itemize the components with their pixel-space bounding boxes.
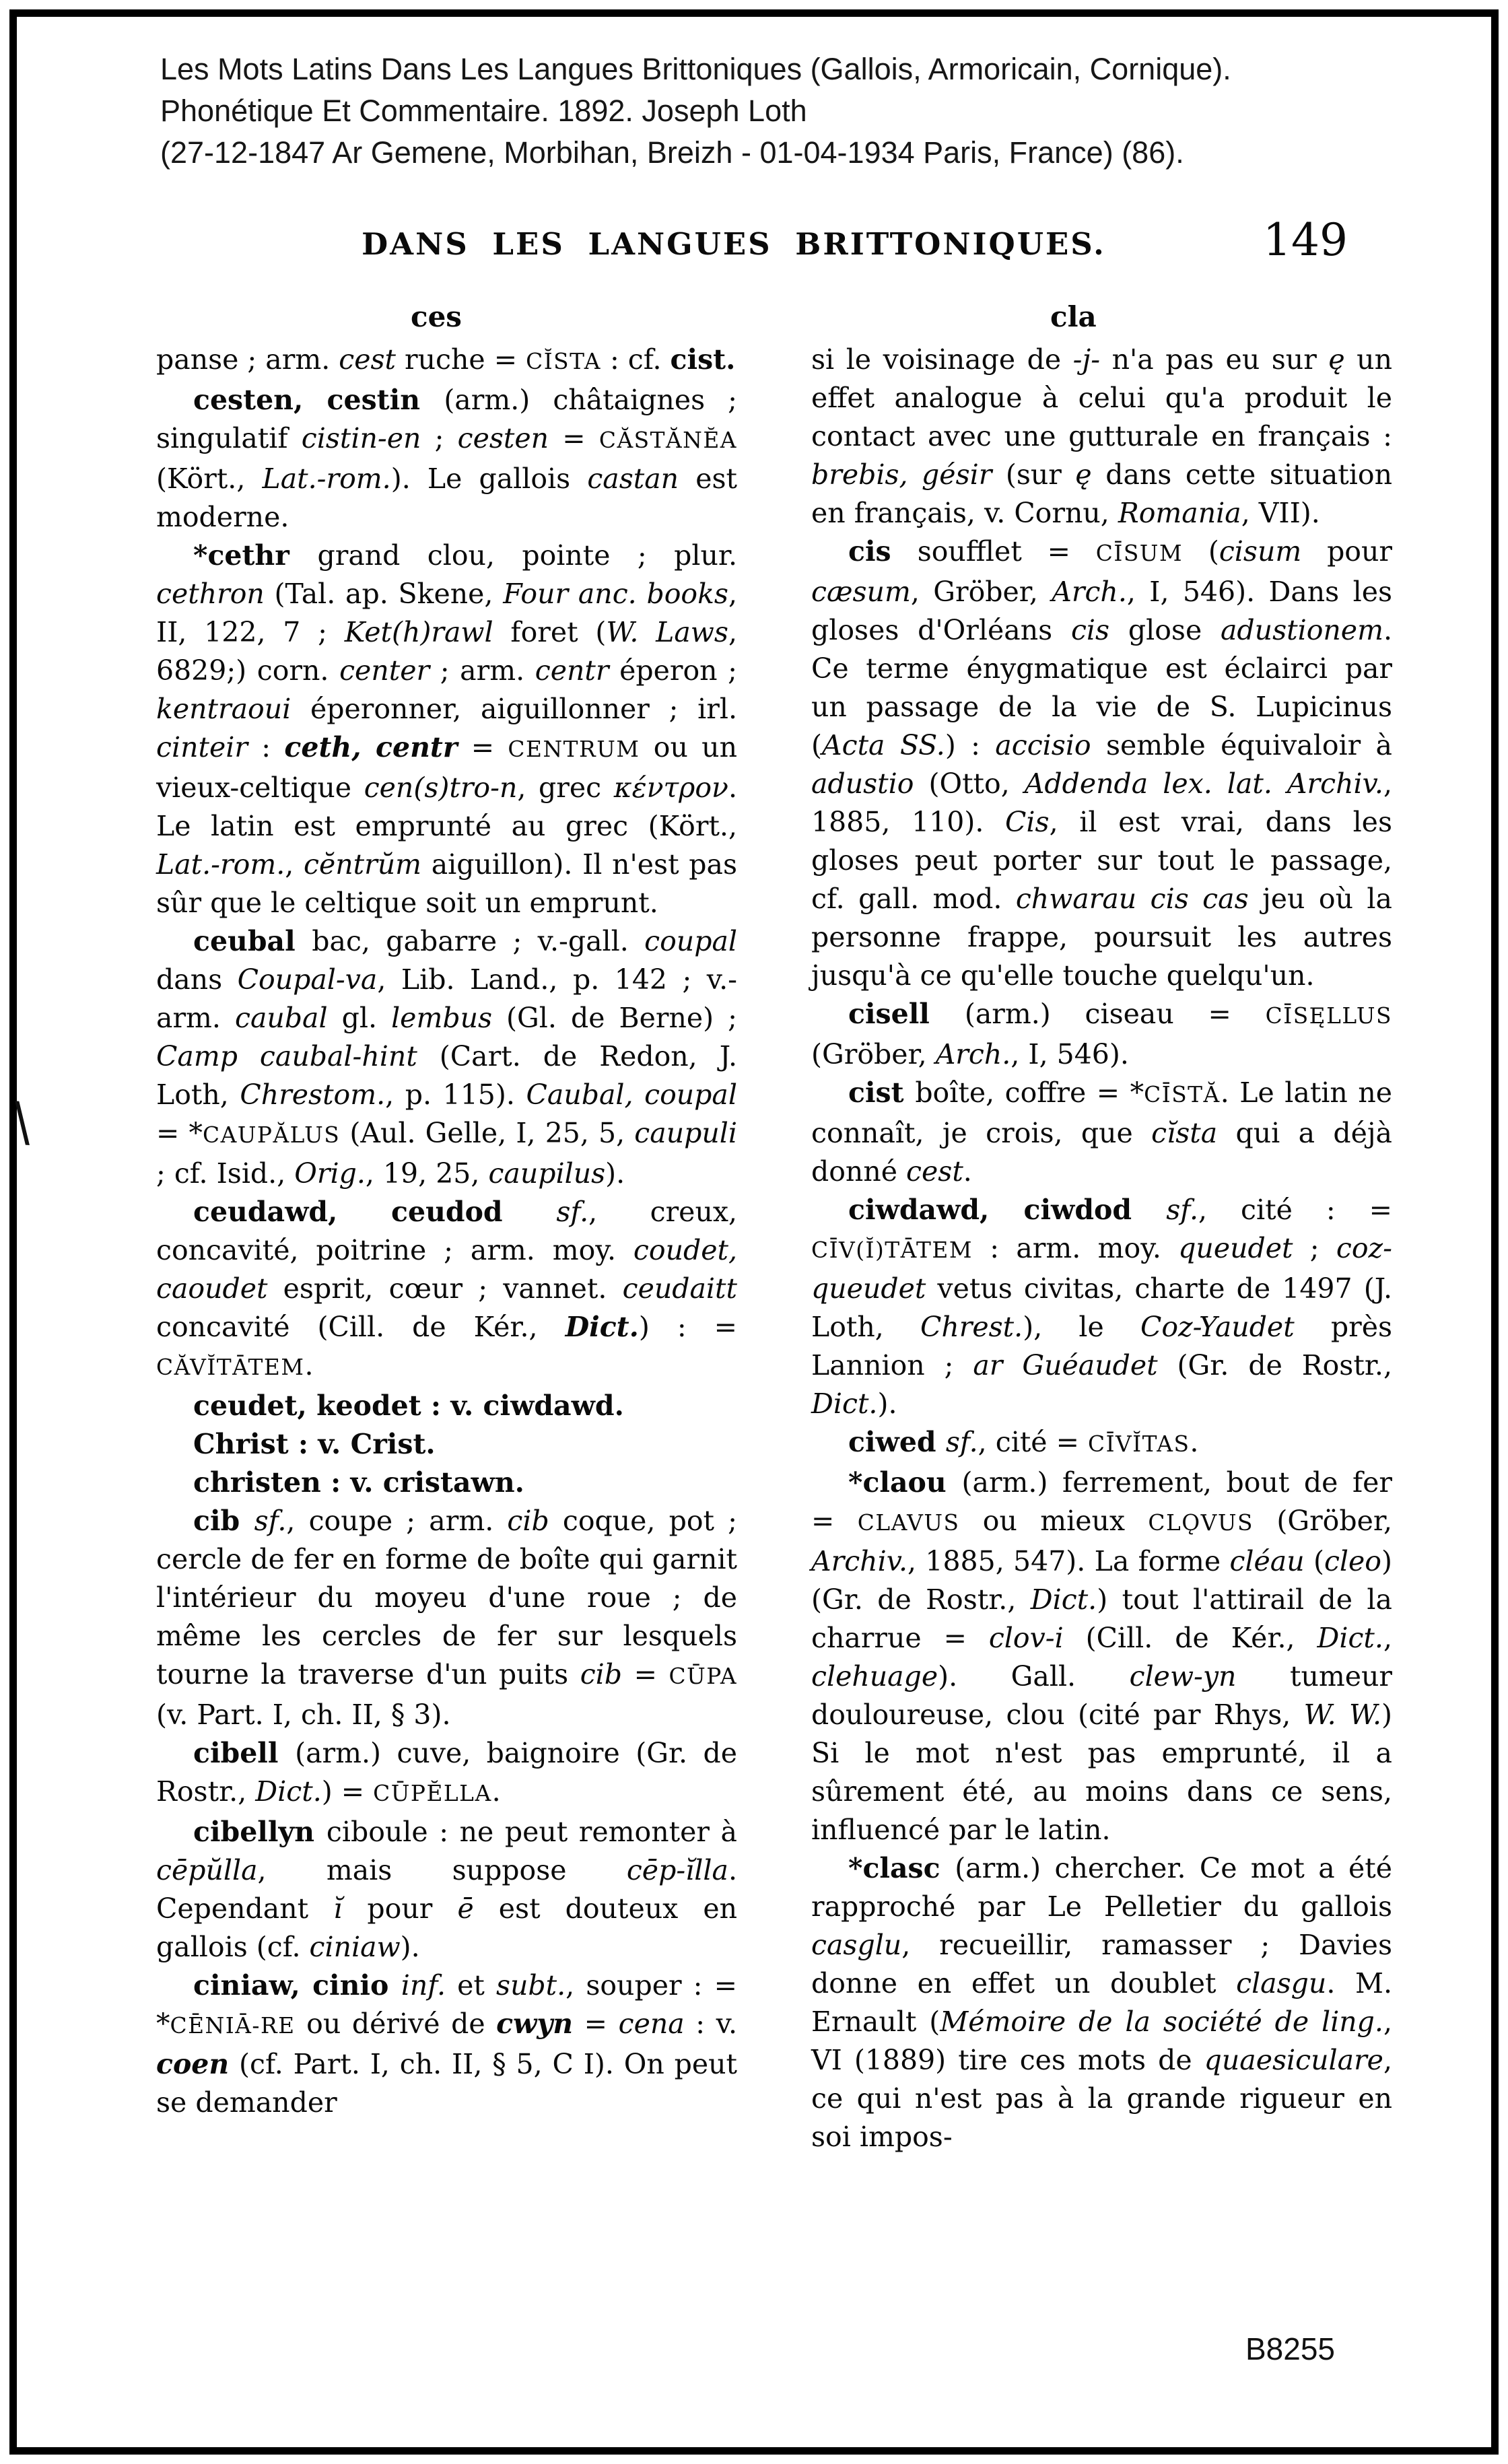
dictionary-paragraph: ciwdawd, ciwdod sf., cité : = CĪV(Ĭ)TĀTEM : arm. moy. queudet ; coz-queudet vetus civitas, charte de 1497 (J. Loth, Chrest.), le Coz-Yaudet près Lannion ; ar Guéaudet (Gr. de Rostr., Dict.). <box>811 1194 1393 1420</box>
dictionary-column-right <box>811 341 1392 2156</box>
dictionary-paragraph: *clasc (arm.) chercher. Ce mot a été rapproché par Le Pelletier du gallois casglu, recueillir, ramasser ; Davies donne en effet un doublet clasgu. M. Ernault (Mémoire de la société de ling., VI (1889) tire ces mots de quaesiculare, ce qui n'est pas à la grande rigueur en soi impos- <box>811 1852 1393 2153</box>
page-number: 149 <box>1263 214 1348 266</box>
margin-mark: \ <box>11 1091 34 1153</box>
dictionary-paragraph: cisell (arm.) ciseau = CĪSĘLLUS (Gröber, Arch., I, 546). <box>811 998 1392 1070</box>
dictionary-paragraph: panse ; arm. cest ruche = CĬSTA : cf. cist. <box>156 343 736 376</box>
dictionary-paragraph: si le voisinage de -j- n'a pas eu sur ę un effet analogue à celui qu'a produit le contact avec une gutturale en français : brebis, gésir (sur ę dans cette situation en français, v. Cornu, Romania, VII). <box>811 343 1392 529</box>
dictionary-paragraph: ceudawd, ceudod sf., creux, concavité, poitrine ; arm. moy. coudet, caoudet esprit, cœur ; vannet. ceudaitt concavité (Cill. de Kér., Dict.) : = CĂVĬTĀTEM. <box>156 1196 738 1381</box>
scan-header <box>160 48 1231 174</box>
dictionary-paragraph: christen : v. cristawn. <box>193 1466 524 1499</box>
dictionary-paragraph: cis soufflet = CĪSUM (cisum pour cæsum, Gröber, Arch., I, 546). Dans les gloses d'Orléans cis glose adustionem. Ce terme énygmatique est éclairci par un passage de la vie de S. Lupicinus (Acta SS.) : accisio semble équivaloir à adustio (Otto, Addenda lex. lat. Archiv., 1885, 110). Cis, il est vrai, dans les gloses peut porter sur tout le passage, cf. gall. mod. chwarau cis cas jeu où la personne frappe, poursuit les autres jusqu'à ce qu'elle touche quelqu'un. <box>811 535 1392 992</box>
dictionary-column-left <box>156 341 737 2156</box>
dictionary-paragraph: cibell (arm.) cuve, baignoire (Gr. de Rostr., Dict.) = CŪPĔLLA. <box>156 1737 737 1808</box>
dictionary-paragraph: ciwed sf., cité = CĪVĬTAS. <box>848 1426 1199 1458</box>
dictionary-body <box>156 341 1392 2156</box>
header-line-3: (27-12-1847 Ar Gemene, Morbihan, Breizh - 01-04-1934 Paris, France) (86). <box>160 135 1184 170</box>
dictionary-paragraph: cesten, cestin (arm.) châtaignes ; singulatif cistin-en ; cesten = CĂSTĂNĔA (Kört., Lat.-rom.). Le gallois castan est moderne. <box>156 384 737 533</box>
column-keyword-right: cla <box>1050 300 1097 333</box>
dictionary-paragraph: cib sf., coupe ; arm. cib coque, pot ; cercle de fer en forme de boîte qui garnit l'intérieur du moyeu d'une roue ; de même les cercles de fer sur lesquels tourne la traverse d'un puits cib = CŪPA (v. Part. I, ch. II, § 3). <box>156 1505 738 1731</box>
dictionary-paragraph: ceudet, keodet : v. ciwdawd. <box>193 1390 624 1422</box>
dictionary-paragraph: *claou (arm.) ferrement, bout de fer = CLAVUS ou mieux CLǪVUS (Gröber, Archiv., 1885, 547). La forme cléau (cleo) (Gr. de Rostr., Dict.) tout l'attirail de la charrue = clov-i (Cill. de Kér., Dict., clehuage). Gall. clew-yn tumeur douloureuse, clou (cité par Rhys, W. W.) Si le mot n'est pas emprunté, il a sûrement été, au moins dans ce sens, influencé par le latin. <box>811 1466 1393 1846</box>
column-keyword-left: ces <box>411 300 462 333</box>
dictionary-paragraph: Christ : v. Crist. <box>193 1428 436 1460</box>
footer-code: B8255 <box>1245 2331 1336 2366</box>
header-line-1: Les Mots Latins Dans Les Langues Brittoniques (Gallois, Armoricain, Cornique). <box>160 52 1231 86</box>
running-title: DANS LES LANGUES BRITTONIQUES. <box>362 226 1106 262</box>
dictionary-paragraph: cist boîte, coffre = *CĪSTĂ. Le latin ne connaît, je crois, que cĭsta qui a déjà donné cest. <box>811 1076 1393 1188</box>
dictionary-paragraph: ceubal bac, gabarre ; v.-gall. coupal dans Coupal-va, Lib. Land., p. 142 ; v.-arm. caubal gl. lembus (Gl. de Berne) ; Camp caubal-hint (Cart. de Redon, J. Loth, Chrestom., p. 115). Caubal, coupal = *CAUPĂLUS (Aul. Gelle, I, 25, 5, caupuli ; cf. Isid., Orig., 19, 25, caupilus). <box>156 925 737 1190</box>
dictionary-paragraph: cibellyn ciboule : ne peut remonter à cēpŭlla, mais suppose cēp-ĭlla. Cependant ĭ pour ē est douteux en gallois (cf. ciniaw). <box>156 1816 738 1963</box>
dictionary-paragraph: *cethr grand clou, pointe ; plur. cethron (Tal. ap. Skene, Four anc. books, II, 122, 7 ; Ket(h)rawl foret (W. Laws, 6829;) corn. center ; arm. centr éperon ; kentraoui éperonner, aiguillonner ; irl. cinteir : ceth, centr = CENTRUM ou un vieux-celtique cen(s)tro-n, grec κέντρον. Le latin est emprunté au grec (Kört., Lat.-rom., cĕntrŭm aiguillon). Il n'est pas sûr que le celtique soit un emprunt. <box>156 539 738 919</box>
header-line-2: Phonétique Et Commentaire. 1892. Joseph Loth <box>160 94 807 128</box>
dictionary-paragraph: ciniaw, cinio inf. et subt., souper : = *CĒNIĀ-RE ou dérivé de cwyn = cena : v. coen (cf. Part. I, ch. II, § 5, C I). On peut se demander <box>156 1969 737 2119</box>
